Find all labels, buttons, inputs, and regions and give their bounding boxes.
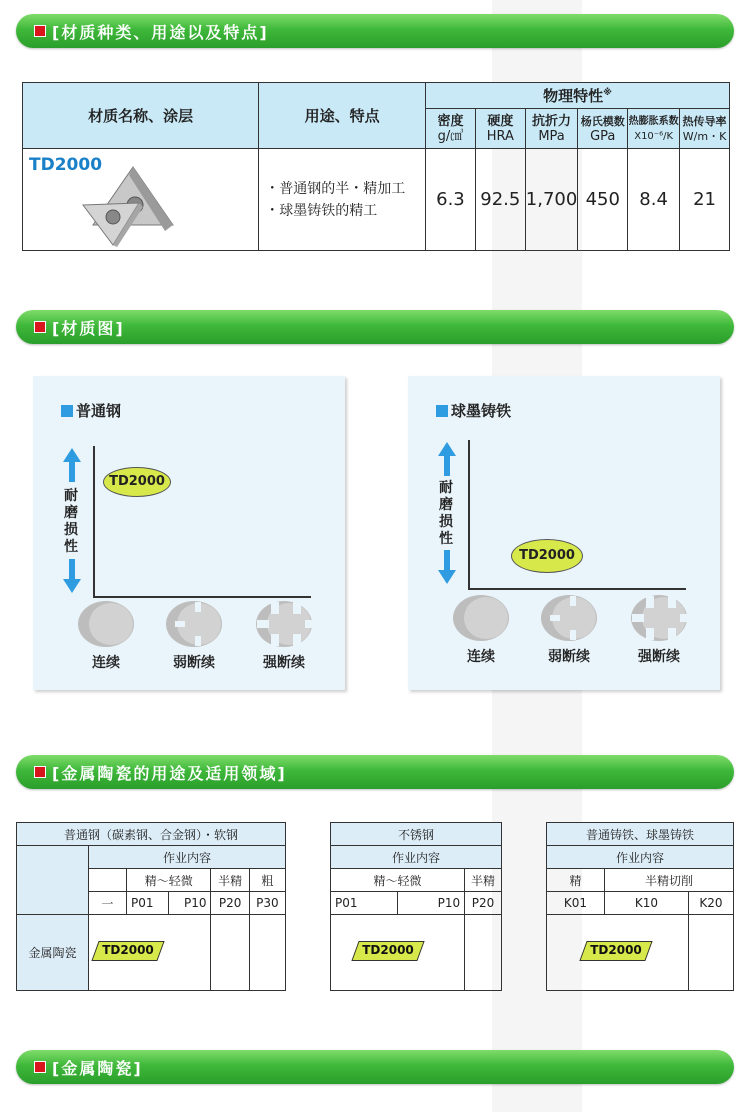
strong-interrupted-workpiece-icon — [253, 600, 315, 648]
chart-ductile-iron — [408, 376, 720, 690]
header-hardness — [475, 109, 525, 149]
coverage-empty — [249, 915, 285, 991]
usage-line-2: ・球墨铸铁的精工 — [265, 202, 378, 219]
coverage-cell — [547, 915, 689, 991]
row-label-cermet: 金属陶瓷 — [17, 915, 89, 991]
usage-line-1: ・普通钢的半・精加工 — [265, 180, 406, 197]
continuous-workpiece-icon — [75, 600, 137, 648]
coverage-empty — [465, 915, 502, 991]
coverage-empty — [688, 915, 733, 991]
chart-title-text: 球墨铸铁 — [451, 402, 512, 420]
header-physical — [426, 83, 730, 109]
header-conductivity-name: 热传导率 — [682, 114, 727, 128]
header-bending — [525, 109, 578, 149]
x-label-continuous: 连续 — [92, 655, 120, 671]
density-value: 6.3 — [426, 149, 476, 251]
iso-code: K10 — [605, 892, 689, 915]
chart-title — [61, 400, 121, 421]
weak-interrupted-workpiece-icon — [538, 594, 600, 642]
down-arrow-icon — [438, 550, 456, 584]
usage-cell — [259, 149, 426, 251]
grade-oval: TD2000 — [103, 467, 171, 497]
conductivity-value: 21 — [680, 149, 730, 251]
td2000-tag — [95, 941, 161, 961]
grade-range-finish: 精 — [547, 869, 605, 892]
header-density — [426, 109, 476, 149]
iso-code: P01 — [127, 892, 169, 915]
work-content-header: 作业内容 — [547, 846, 734, 869]
up-arrow-icon — [63, 448, 81, 482]
header-expansion-unit: X10⁻⁶/K — [634, 130, 674, 142]
young-value: 450 — [578, 149, 628, 251]
work-content-header: 作业内容 — [89, 846, 286, 869]
header-density-unit: g/㎤ — [437, 128, 464, 144]
red-square-icon — [34, 25, 46, 37]
iso-code: K01 — [547, 892, 605, 915]
up-arrow-icon — [438, 442, 456, 476]
work-content-header: 作业内容 — [331, 846, 502, 869]
x-axis — [93, 596, 311, 598]
table-title: 普通钢（碳素钢、合金钢）・软钢 — [17, 823, 286, 846]
header-density-name: 密度 — [437, 113, 464, 129]
insert-image — [73, 163, 223, 247]
header-hardness-unit: HRA — [486, 128, 514, 144]
header-physical-label: 物理特性 — [543, 87, 604, 105]
y-axis-label: 耐磨损性 — [439, 480, 453, 547]
x-label-continuous: 连续 — [467, 649, 495, 665]
header-material-name: 材质名称、涂层 — [23, 83, 259, 149]
header-young-unit: GPa — [590, 128, 616, 144]
iso-code: P20 — [211, 892, 249, 915]
header-conductivity — [680, 109, 730, 149]
blue-square-icon — [436, 405, 448, 417]
tag-text: TD2000 — [362, 943, 414, 957]
blue-square-icon — [61, 405, 73, 417]
strong-interrupted-workpiece-icon — [628, 594, 690, 642]
grade-name: TD2000 — [29, 155, 103, 175]
grade-range-semi: 半精 — [465, 869, 502, 892]
tag-text: TD2000 — [102, 943, 154, 957]
y-axis — [468, 440, 470, 590]
section-title: [材质种类、用途以及特点] — [52, 23, 269, 42]
y-axis — [93, 446, 95, 598]
x-label-strong: 强断续 — [263, 655, 305, 671]
header-young-name: 杨氏模数 — [580, 114, 625, 128]
header-usage: 用途、特点 — [259, 83, 426, 149]
section-title: [金属陶瓷] — [52, 1059, 143, 1078]
section-header-cermet-application — [16, 755, 734, 789]
iso-code: P01 — [331, 892, 398, 915]
section-title: [材质图] — [52, 319, 125, 338]
header-expansion — [628, 109, 680, 149]
weak-interrupted-workpiece-icon — [163, 600, 225, 648]
header-bending-unit: MPa — [538, 128, 565, 144]
x-axis — [468, 588, 686, 590]
x-label-strong: 强断续 — [638, 649, 680, 665]
grade-range-finish: 精～轻微 — [331, 869, 465, 892]
hardness-value: 92.5 — [475, 149, 525, 251]
red-square-icon — [34, 1061, 46, 1073]
physical-mark: ※ — [603, 88, 612, 98]
chart-title-text: 普通钢 — [76, 402, 122, 420]
x-label-weak: 弱断续 — [548, 649, 590, 665]
iso-code: K20 — [688, 892, 733, 915]
grade-range-blank — [89, 869, 127, 892]
chart-plain-steel — [33, 376, 345, 690]
iso-code: P30 — [249, 892, 285, 915]
continuous-workpiece-icon — [450, 594, 512, 642]
td2000-tag — [583, 941, 649, 961]
x-label-weak: 弱断续 — [173, 655, 215, 671]
bending-value: 1,700 — [525, 149, 578, 251]
red-square-icon — [34, 321, 46, 333]
section-title: [金属陶瓷的用途及适用领域] — [52, 764, 287, 783]
iso-code: P10 — [398, 892, 465, 915]
td2000-tag — [355, 941, 421, 961]
chart-title — [436, 400, 511, 421]
tag-text: TD2000 — [590, 943, 642, 957]
section-header-materials — [16, 14, 734, 48]
coverage-cell — [331, 915, 465, 991]
coverage-empty — [211, 915, 249, 991]
header-expansion-name: 热膨胀系数 — [628, 115, 679, 127]
table-title: 不锈钢 — [331, 823, 502, 846]
coverage-cell — [89, 915, 211, 991]
section-header-material-chart — [16, 310, 734, 344]
material-properties-table — [22, 82, 730, 251]
table-title: 普通铸铁、球墨铸铁 — [547, 823, 734, 846]
grade-oval: TD2000 — [511, 539, 583, 573]
grade-range-semi: 半精 — [211, 869, 249, 892]
iso-code: P20 — [465, 892, 502, 915]
header-conductivity-unit: W/m・K — [682, 129, 727, 143]
y-axis-label: 耐磨损性 — [64, 488, 78, 555]
grade-range-semi: 半精切削 — [605, 869, 734, 892]
grade-cell — [23, 149, 259, 251]
application-table-stainless — [330, 822, 502, 991]
iso-code: 一 — [89, 892, 127, 915]
header-bending-name: 抗折力 — [532, 113, 572, 129]
header-hardness-name: 硬度 — [487, 113, 514, 129]
grade-range-finish: 精～轻微 — [127, 869, 211, 892]
down-arrow-icon — [63, 559, 81, 593]
section-header-cermet — [16, 1050, 734, 1084]
iso-code: P10 — [169, 892, 211, 915]
application-table-cast-iron — [546, 822, 734, 991]
header-young — [578, 109, 628, 149]
red-square-icon — [34, 766, 46, 778]
expansion-value: 8.4 — [628, 149, 680, 251]
application-table-steel — [16, 822, 286, 991]
blank-cell — [17, 846, 89, 915]
grade-range-rough: 粗 — [249, 869, 285, 892]
